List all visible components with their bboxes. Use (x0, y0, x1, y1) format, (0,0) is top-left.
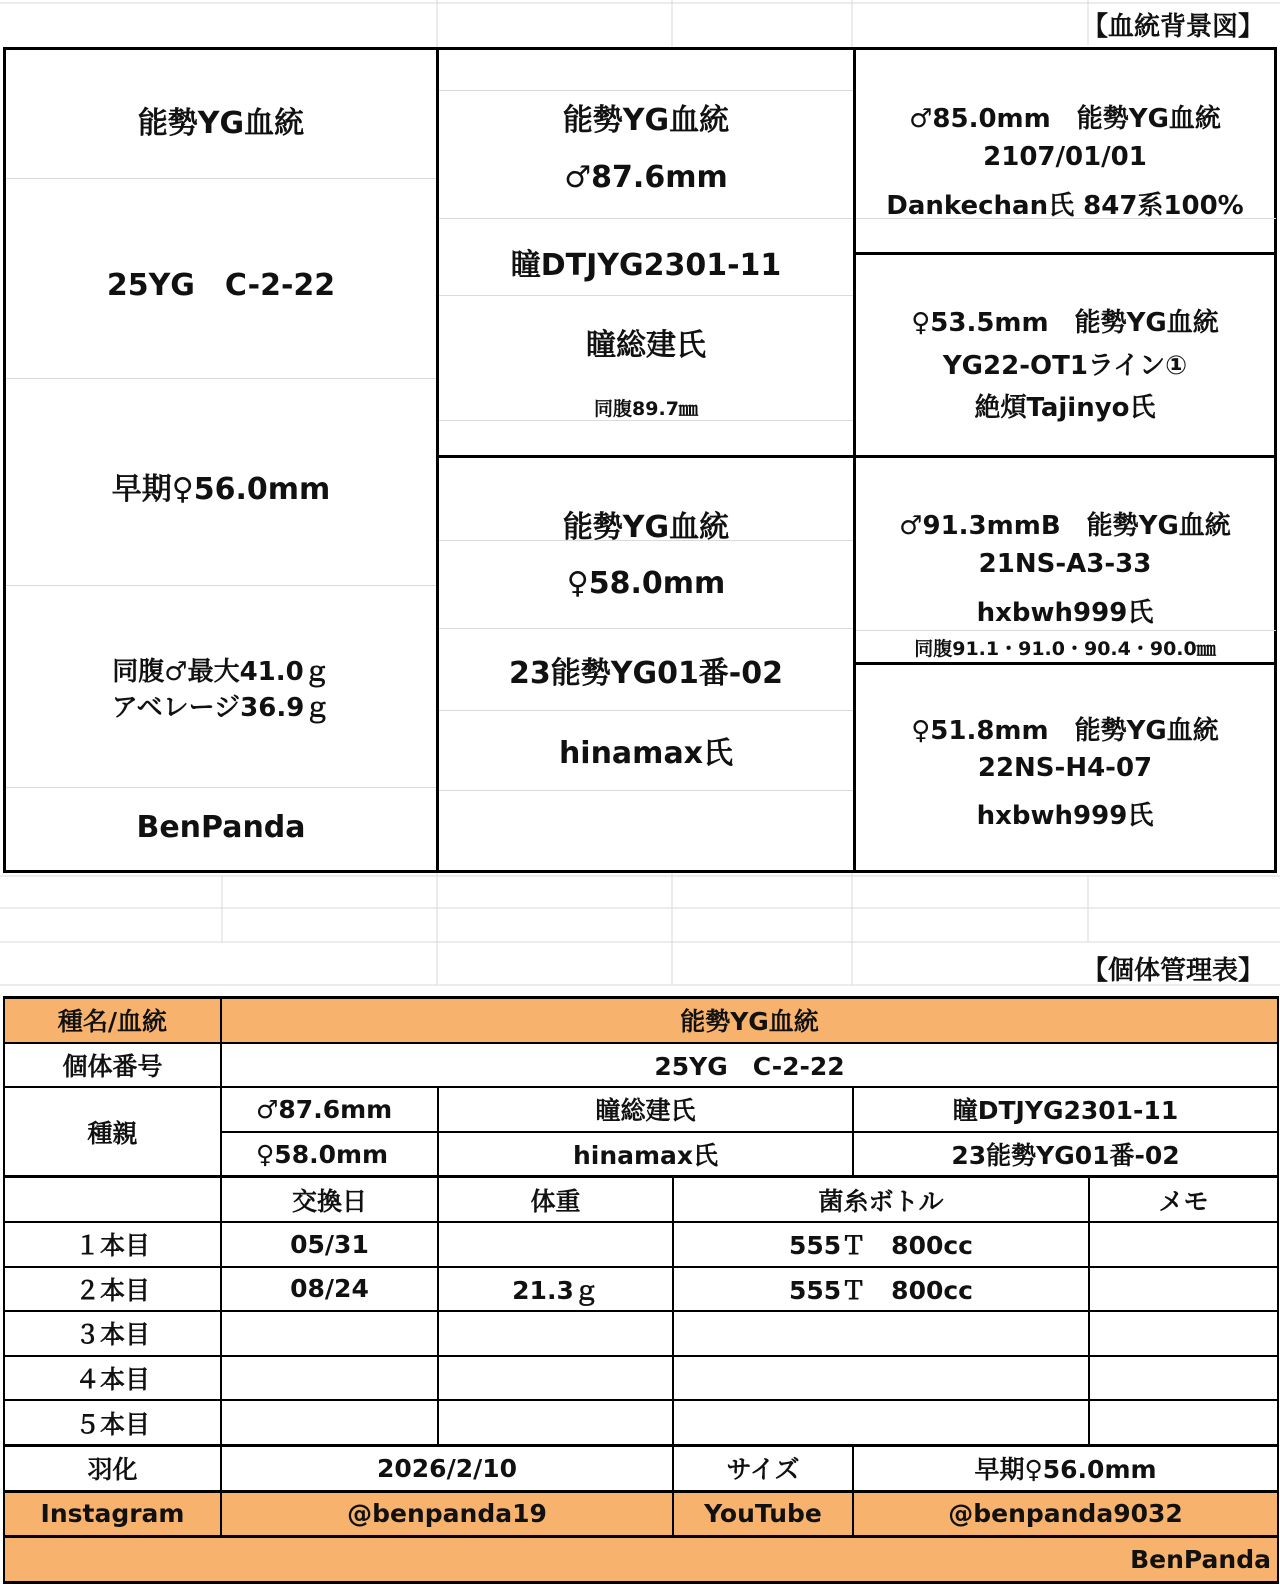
subject-breeder: BenPanda (136, 810, 306, 845)
parent-sire-size: ♂87.6mm (221, 1087, 438, 1132)
column-header-blank (4, 1177, 221, 1222)
sire-id: 瞳DTJYG2301-11 (510, 248, 782, 283)
row-weight (438, 1311, 673, 1356)
pedigree-chart (3, 47, 1277, 873)
row-bottle: 555Ｔ 800cc (673, 1222, 1089, 1267)
sire-breeder: 瞳総建氏 (586, 328, 706, 363)
species-label: 種名/血統 (4, 998, 221, 1043)
sire-sibling-note: 同腹89.7㎜ (594, 398, 698, 420)
subject-sibling-max: 同腹♂最大41.0ｇ (112, 657, 330, 687)
parent-dam-breeder: hinamax氏 (438, 1132, 853, 1177)
dam-sire-line2: 21NS-A3-33 (978, 549, 1152, 579)
row-date (221, 1311, 438, 1356)
column-header-weight: 体重 (438, 1177, 673, 1222)
dam-size: ♀58.0mm (566, 566, 726, 601)
size-label: サイズ (673, 1445, 853, 1491)
management-table (3, 996, 1279, 1584)
parents-label: 種親 (4, 1087, 221, 1177)
dam-sire-line1: ♂91.3mmB 能勢YG血統 (899, 511, 1231, 541)
emergence-date: 2026/2/10 (221, 1445, 673, 1491)
management-title: 【個体管理表】 (1081, 956, 1264, 986)
id-value: 25YG C-2-22 (221, 1043, 1278, 1088)
youtube-label: YouTube (673, 1491, 853, 1537)
row-memo (1089, 1400, 1278, 1445)
instagram-label: Instagram (4, 1491, 221, 1537)
row-label: ２本目 (4, 1267, 221, 1312)
sire-sire-line1: ♂85.0mm 能勢YG血統 (909, 104, 1221, 134)
row-weight: 21.3ｇ (438, 1267, 673, 1312)
emergence-label: 羽化 (4, 1445, 221, 1491)
row-weight (438, 1356, 673, 1401)
parent-sire-breeder: 瞳総建氏 (438, 1087, 853, 1132)
row-memo (1089, 1267, 1278, 1312)
sire-dam-line3: 絶煩Tajinyo氏 (974, 393, 1156, 423)
sire-size: ♂87.6mm (564, 160, 728, 195)
column-header-exchange-date: 交換日 (221, 1177, 438, 1222)
row-date (221, 1400, 438, 1445)
youtube-handle: @benpanda9032 (853, 1491, 1278, 1537)
row-label: １本目 (4, 1222, 221, 1267)
pedigree-title: 【血統背景図】 (1081, 12, 1264, 42)
size-value: 早期♀56.0mm (853, 1445, 1278, 1491)
parent-dam-size: ♀58.0mm (221, 1132, 438, 1177)
sire-sire-line3: Dankechan氏 847系100% (886, 191, 1244, 221)
species-value: 能勢YG血統 (221, 998, 1278, 1043)
id-label: 個体番号 (4, 1043, 221, 1088)
row-date: 08/24 (221, 1267, 438, 1312)
parent-sire-id: 瞳DTJYG2301-11 (853, 1087, 1278, 1132)
sire-sire-line2: 2107/01/01 (983, 142, 1147, 172)
row-memo (1089, 1356, 1278, 1401)
dam-dam-line3: hxbwh999氏 (976, 801, 1154, 831)
dam-breeder: hinamax氏 (558, 736, 734, 771)
parent-dam-id: 23能勢YG01番-02 (853, 1132, 1278, 1177)
dam-sire-sibling-note: 同腹91.1・91.0・90.4・90.0㎜ (914, 638, 1216, 660)
subject-bloodline: 能勢YG血統 (137, 106, 305, 141)
row-label: ５本目 (4, 1400, 221, 1445)
dam-id: 23能勢YG01番-02 (508, 656, 784, 691)
instagram-handle: @benpanda19 (221, 1491, 673, 1537)
row-date (221, 1356, 438, 1401)
sire-bloodline: 能勢YG血統 (562, 103, 730, 138)
row-label: ３本目 (4, 1311, 221, 1356)
column-header-bottle: 菌糸ボトル (673, 1177, 1089, 1222)
row-bottle (673, 1311, 1089, 1356)
row-label: ４本目 (4, 1356, 221, 1401)
dam-bloodline: 能勢YG血統 (562, 510, 730, 545)
sire-dam-line2: YG22-OT1ライン① (942, 351, 1188, 381)
column-header-memo: メモ (1089, 1177, 1278, 1222)
row-bottle: 555Ｔ 800cc (673, 1267, 1089, 1312)
dam-dam-line2: 22NS-H4-07 (977, 753, 1153, 783)
sire-dam-line1: ♀53.5mm 能勢YG血統 (911, 308, 1219, 338)
dam-sire-line3: hxbwh999氏 (976, 598, 1154, 628)
subject-size: 早期♀56.0mm (111, 472, 331, 507)
subject-id: 25YG C-2-22 (106, 268, 336, 303)
row-date: 05/31 (221, 1222, 438, 1267)
footer-brand: BenPanda (4, 1537, 1278, 1583)
row-memo (1089, 1222, 1278, 1267)
row-weight (438, 1400, 673, 1445)
row-bottle (673, 1400, 1089, 1445)
row-bottle (673, 1356, 1089, 1401)
dam-dam-line1: ♀51.8mm 能勢YG血統 (911, 716, 1219, 746)
subject-sibling-average: アベレージ36.9ｇ (111, 693, 331, 723)
row-memo (1089, 1311, 1278, 1356)
row-weight (438, 1222, 673, 1267)
